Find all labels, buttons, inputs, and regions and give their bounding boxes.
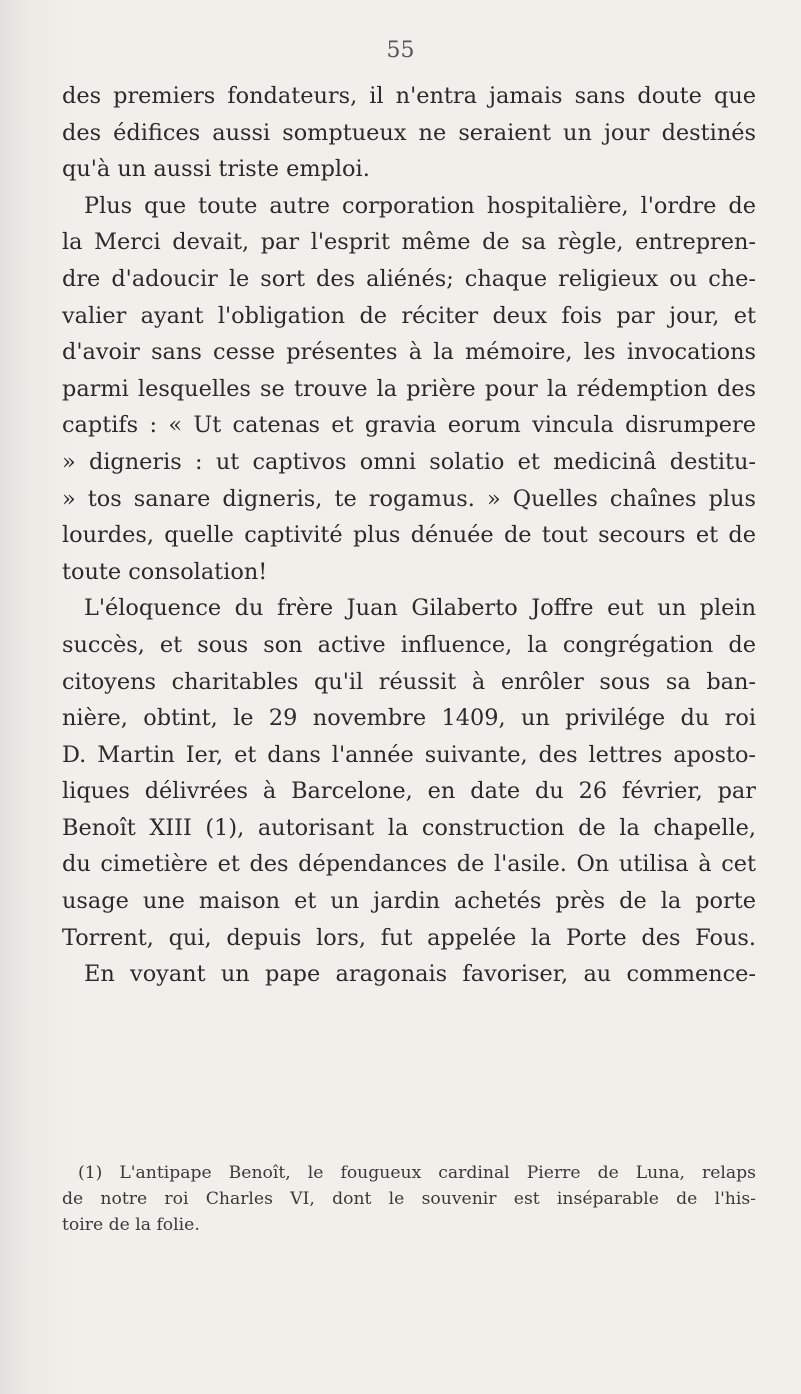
text-line: » tos sanare digneris, te rogamus. » Quelles chaînes plus <box>62 485 756 512</box>
text-line: liques délivrées à Barcelone, en date du 26 février, par <box>62 778 756 805</box>
text-line: succès, et sous son active influence, la congrégation de <box>62 631 756 658</box>
page-number: 55 <box>386 38 415 63</box>
text-line: valier ayant l'obligation de réciter deux fois par jour, et <box>62 302 756 329</box>
text-line: la Merci devait, par l'esprit même de sa règle, entrepren- <box>62 229 756 256</box>
text-line: des premiers fondateurs, il n'entra jamais sans doute que <box>62 83 756 109</box>
text-line: nière, obtint, le 29 novembre 1409, un privilége du roi <box>62 705 756 732</box>
text-line: captifs : « Ut catenas et gravia eorum vincula disrumpere <box>62 412 756 439</box>
text-line: » digneris : ut captivos omni solatio et medicinâ destitu- <box>62 448 756 475</box>
paragraph-start-line: Plus que toute autre corporation hospitalière, l'ordre de <box>84 192 756 219</box>
footnote-line: de notre roi Charles VI, dont le souvenir est inséparable de l'his- <box>62 1189 756 1209</box>
text-line: Torrent, qui, depuis lors, fut appelée la Porte des Fous. <box>62 924 756 951</box>
text-line: qu'à un aussi triste emploi. <box>62 156 370 183</box>
paragraph-start-line: En voyant un pape aragonais favoriser, au commence- <box>84 961 756 988</box>
body-text <box>62 78 756 993</box>
footnotes <box>62 1160 756 1238</box>
text-line: dre d'adoucir le sort des aliénés; chaque religieux ou che- <box>62 265 756 292</box>
paragraph-start-line: L'éloquence du frère Juan Gilaberto Joffre eut un plein <box>84 595 756 622</box>
footnote-line: toire de la folie. <box>62 1215 200 1235</box>
text-line: toute consolation! <box>62 558 268 585</box>
text-line: usage une maison et un jardin achetés près de la porte <box>62 888 756 915</box>
text-line: parmi lesquelles se trouve la prière pour la rédemption des <box>62 375 756 402</box>
text-line: D. Martin Ier, et dans l'année suivante, des lettres aposto- <box>62 741 756 768</box>
text-line: d'avoir sans cesse présentes à la mémoire, les invocations <box>62 339 756 366</box>
footnote-line: (1) L'antipape Benoît, le fougueux cardinal Pierre de Luna, relaps <box>78 1163 756 1183</box>
text-line: citoyens charitables qu'il réussit à enrôler sous sa ban- <box>62 668 756 695</box>
text-line: lourdes, quelle captivité plus dénuée de tout secours et de <box>62 522 756 549</box>
text-line: du cimetière et des dépendances de l'asile. On utilisa à cet <box>62 851 756 878</box>
text-line: des édifices aussi somptueux ne seraient un jour destinés <box>62 119 756 146</box>
text-line: Benoît XIII (1), autorisant la construction de la chapelle, <box>62 814 756 841</box>
